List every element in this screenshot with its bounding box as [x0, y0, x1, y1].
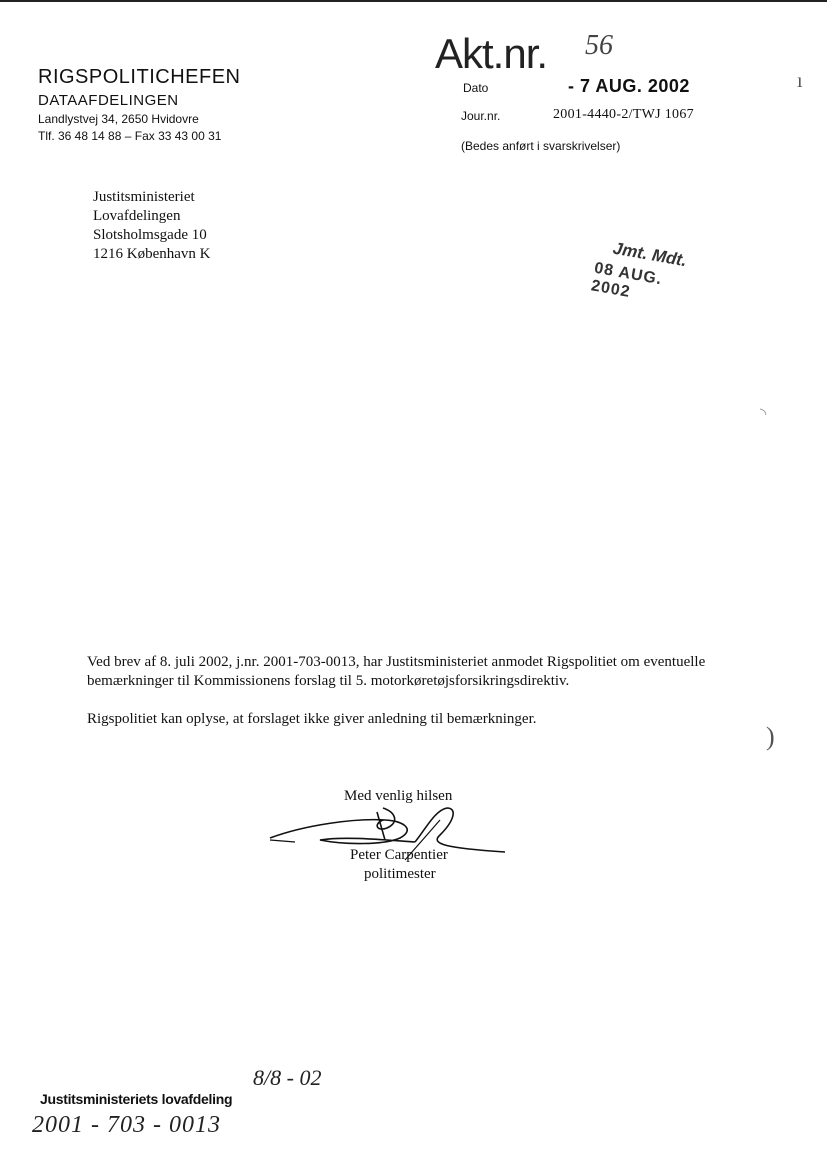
handwritten-case-number: 2001 - 703 - 0013: [32, 1112, 221, 1138]
akt-nr-handwritten: 56: [585, 30, 613, 61]
body-paragraph: Rigspolitiet kan oplyse, at forslaget ikke giver anledning til bemærkninger.: [87, 711, 537, 727]
reply-reference-note: (Bedes anført i svarskrivelser): [461, 139, 621, 153]
date-stamp-value: - 7 AUG. 2002: [568, 76, 690, 96]
date-label: Dato: [463, 81, 489, 95]
footer-department-label: Justitsministeriets lovafdeling: [40, 1091, 233, 1107]
recipient-line: Lovafdelingen: [93, 208, 181, 224]
handwritten-date: 8/8 - 02: [253, 1065, 322, 1090]
recipient-line: Slotsholmsgade 10: [93, 227, 207, 243]
stamp-office: Jmt. Mdt.: [611, 238, 689, 271]
margin-mark: ı: [797, 70, 803, 92]
sender-address: Landlystvej 34, 2650 Hvidovre: [38, 112, 199, 126]
margin-mark: ◝: [760, 406, 767, 423]
page-top-border: [0, 0, 827, 2]
journal-number-value: 2001-4440-2/TWJ 1067: [553, 107, 694, 122]
margin-mark: ): [766, 722, 775, 751]
journal-number-label: Jour.nr.: [461, 109, 501, 123]
signer-name: Peter Carpentier: [350, 847, 448, 863]
received-stamp: [588, 236, 708, 324]
sender-phone-fax: Tlf. 36 48 14 88 – Fax 33 43 00 31: [38, 129, 222, 143]
body-paragraph: Ved brev af 8. juli 2002, j.nr. 2001-703-0013, har Justitsministeriet anmodet Rigspolitiet om eventuelle bemærkninger til Kommissionens forslag til 5. motorkøretøjsforsikringsdirektiv.: [87, 654, 706, 689]
recipient-line: Justitsministeriet: [93, 189, 195, 205]
closing-greeting: Med venlig hilsen: [344, 788, 453, 804]
stamp-date: 08 AUG. 2002: [589, 259, 664, 301]
signer-title: politimester: [364, 866, 436, 882]
akt-nr-label: Akt.nr.: [435, 30, 548, 77]
sender-org-name: RIGSPOLITICHEFEN: [38, 66, 241, 88]
sender-department: DATAAFDELINGEN: [38, 92, 179, 109]
recipient-line: 1216 København K: [93, 246, 211, 262]
